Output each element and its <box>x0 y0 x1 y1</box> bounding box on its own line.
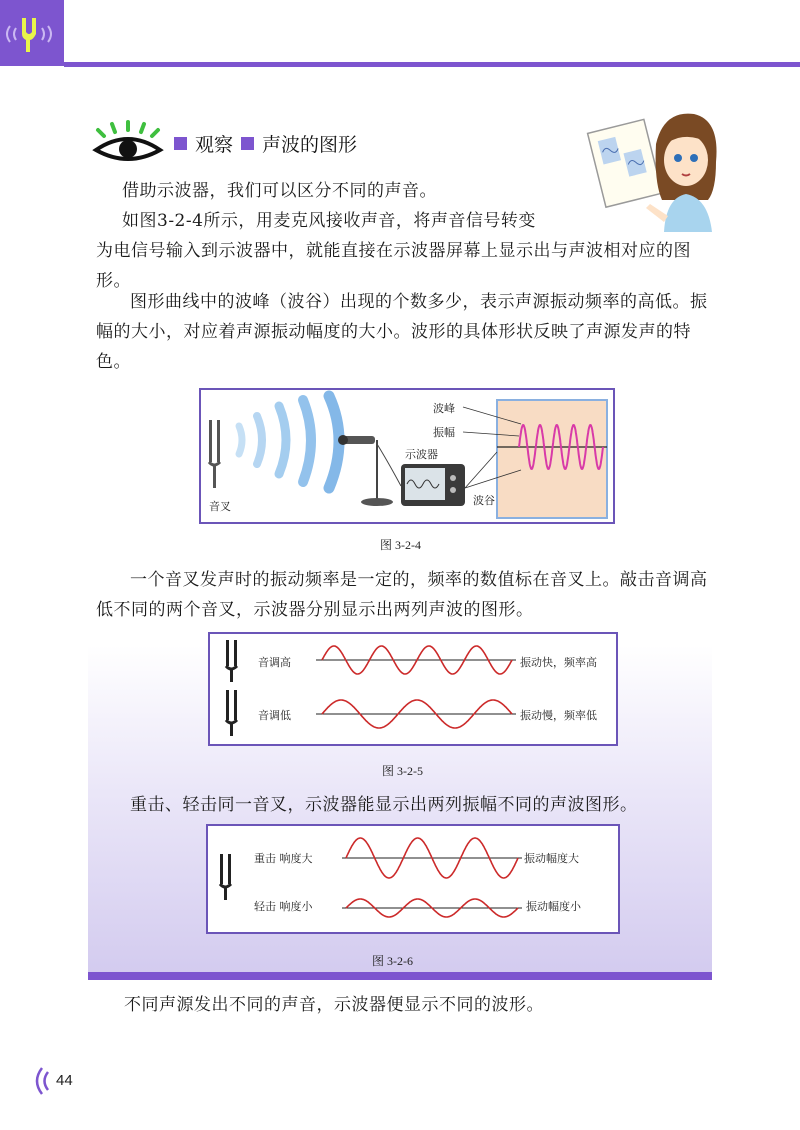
header-rule <box>64 62 800 67</box>
oscilloscope-device-icon <box>401 464 465 506</box>
pitch-diagram <box>210 634 616 744</box>
figure-pitch <box>208 632 618 746</box>
tuning-fork-icon <box>226 690 237 736</box>
high-pitch-label: 音调高 <box>258 656 291 669</box>
tuning-fork-icon <box>209 420 220 488</box>
chapter-logo-icon <box>0 0 64 66</box>
figure-caption-3-2-5: 图 3-2-5 <box>382 764 423 778</box>
slow-vibration-label: 振动慢，频率低 <box>520 709 597 722</box>
section-title: 声波的图形 <box>262 133 358 156</box>
eye-icon <box>88 120 168 166</box>
paragraph-5: 重击、轻击同一音叉，示波器能显示出两列振幅不同的声波图形。 <box>130 795 638 815</box>
tuning-fork-icon <box>220 854 231 900</box>
crest-label: 波峰 <box>433 402 455 415</box>
low-pitch-label: 音调低 <box>258 709 291 722</box>
figure-loudness <box>206 824 620 934</box>
hard-hit-label: 重击 响度大 <box>254 852 313 865</box>
paragraph-1: 借助示波器，我们可以区分不同的声音。 <box>122 181 437 201</box>
paragraph-2b: 为电信号输入到示波器中，就能直接在示波器屏幕上显示出与声波相对应的图形。 <box>96 241 691 291</box>
paragraph-3: 图形曲线中的波峰（波谷）出现的个数多少，表示声源振动频率的高低。振幅的大小，对应着声源振动幅度的大小。波形的具体形状反映了声源发声的特色。 <box>96 292 708 372</box>
amplitude-label: 振幅 <box>433 426 455 439</box>
section-label: 观察 <box>195 133 234 156</box>
section-heading <box>88 118 365 168</box>
sound-arc-icon <box>32 1066 54 1096</box>
header-corner-block <box>0 0 64 66</box>
figure-caption-3-2-6: 图 3-2-6 <box>372 954 413 968</box>
trough-label: 波谷 <box>473 494 495 507</box>
tuning-fork-label: 音叉 <box>209 500 231 513</box>
paragraph-4: 一个音叉发声时的振动频率是一定的，频率的数值标在音叉上。敲击音调高低不同的两个音叉，示波器分别显示出两列声波的图形。 <box>96 570 708 620</box>
oscilloscope-label: 示波器 <box>405 448 438 461</box>
figure-caption-3-2-4: 图 3-2-4 <box>380 538 421 552</box>
sound-waves-icon <box>239 396 339 488</box>
paragraph-2a: 如图3-2-4所示，用麦克风接收声音，将声音信号转变 <box>122 211 536 231</box>
figure-oscilloscope <box>199 388 615 524</box>
girl-illustration <box>582 104 722 232</box>
tuning-fork-icon <box>226 640 237 682</box>
page-number: 44 <box>56 1072 73 1089</box>
large-amplitude-label: 振动幅度大 <box>524 852 579 865</box>
heading-square-icon <box>241 137 254 150</box>
panel-bottom-rule <box>88 972 712 980</box>
heading-square-icon <box>174 137 187 150</box>
paragraph-6: 不同声源发出不同的声音，示波器便显示不同的波形。 <box>124 995 544 1015</box>
soft-hit-label: 轻击 响度小 <box>254 900 313 913</box>
small-amplitude-label: 振动幅度小 <box>526 900 581 913</box>
fast-vibration-label: 振动快，频率高 <box>520 656 597 669</box>
loudness-diagram <box>208 826 618 932</box>
microphone-icon <box>338 435 393 506</box>
